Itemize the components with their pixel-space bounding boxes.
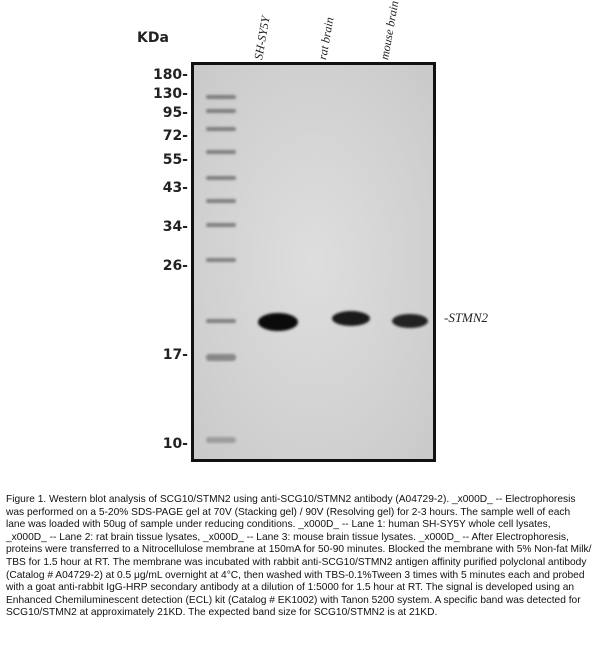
ladder-band [206,319,236,323]
marker-43: 43- [162,180,188,196]
ladder-band [206,258,236,262]
ladder-band [206,95,236,99]
marker-17: 17- [162,347,188,363]
kda-unit-label: KDa [137,30,169,46]
band-lane-3 [392,314,428,328]
band-lane-2 [332,311,370,326]
marker-10: 10- [162,436,188,452]
ladder-band [206,127,236,131]
ladder-band [206,176,236,180]
ladder-band [206,199,236,203]
marker-55: 55- [162,152,188,168]
ladder-band [206,109,236,113]
ladder-band [206,223,236,227]
marker-72: 72- [162,128,188,144]
marker-130: 130- [152,86,188,102]
lane-label-1: SH-SY5Y [251,15,273,61]
figure-caption: Figure 1. Western blot analysis of SCG10/STMN2 using anti-SCG10/STMN2 antibody (A04729-2). _x000D_ -- Electrophoresis was performed on a 5-20% SDS-PAGE gel at 70V (Stacking gel) / 90V (Resolving gel) for 2-3 hours. The sample well of each lane was loaded with 50ug of sample under reducing conditions. _x000D_ -- Lane 1: human SH-SY5Y whole cell lysates, _x000D_ -- Lane 2: rat brain tissue lysates, _x000D_ -- Lane 3: mouse brain tissue lysates. _x000D_ -- After Electrophoresis, proteins were transferred to a Nitrocellulose membrane at 150mA for 50-90 minutes. Blocked the membrane with 5% Non-fat Milk/ TBS for 1.5 hour at RT. The membrane was incubated with rabbit anti-SCG10/STMN2 antigen affinity purified polyclonal antibody (Catalog # A04729-2) at 0.5 μg/mL overnight at 4°C, then washed with TBS-0.1%Tween 3 times with 5 minutes each and probed with a goat anti-rabbit IgG-HRP secondary antibody at a dilution of 1:5000 for 1.5 hour at RT. The signal is developed using an Enhanced Chemiluminescent detection (ECL) kit (Catalog # EK1002) with Tanon 5200 system. A specific band was detected for SCG10/STMN2 at approximately 21KD. The expected band size for SCG10/STMN2 is at 21KD. [6,494,592,619]
marker-26: 26- [162,258,188,274]
marker-34: 34- [162,219,188,235]
marker-180: 180- [152,67,188,83]
ladder-band [206,437,236,443]
ladder-band [206,354,236,361]
marker-95: 95- [162,105,188,121]
blot-image [191,62,436,462]
lane-label-2: rat brain [315,16,337,61]
lane-label-3: mouse brain [377,0,402,61]
target-band-label: -STMN2 [444,310,489,325]
ladder-band [206,150,236,154]
band-lane-1 [258,313,298,331]
